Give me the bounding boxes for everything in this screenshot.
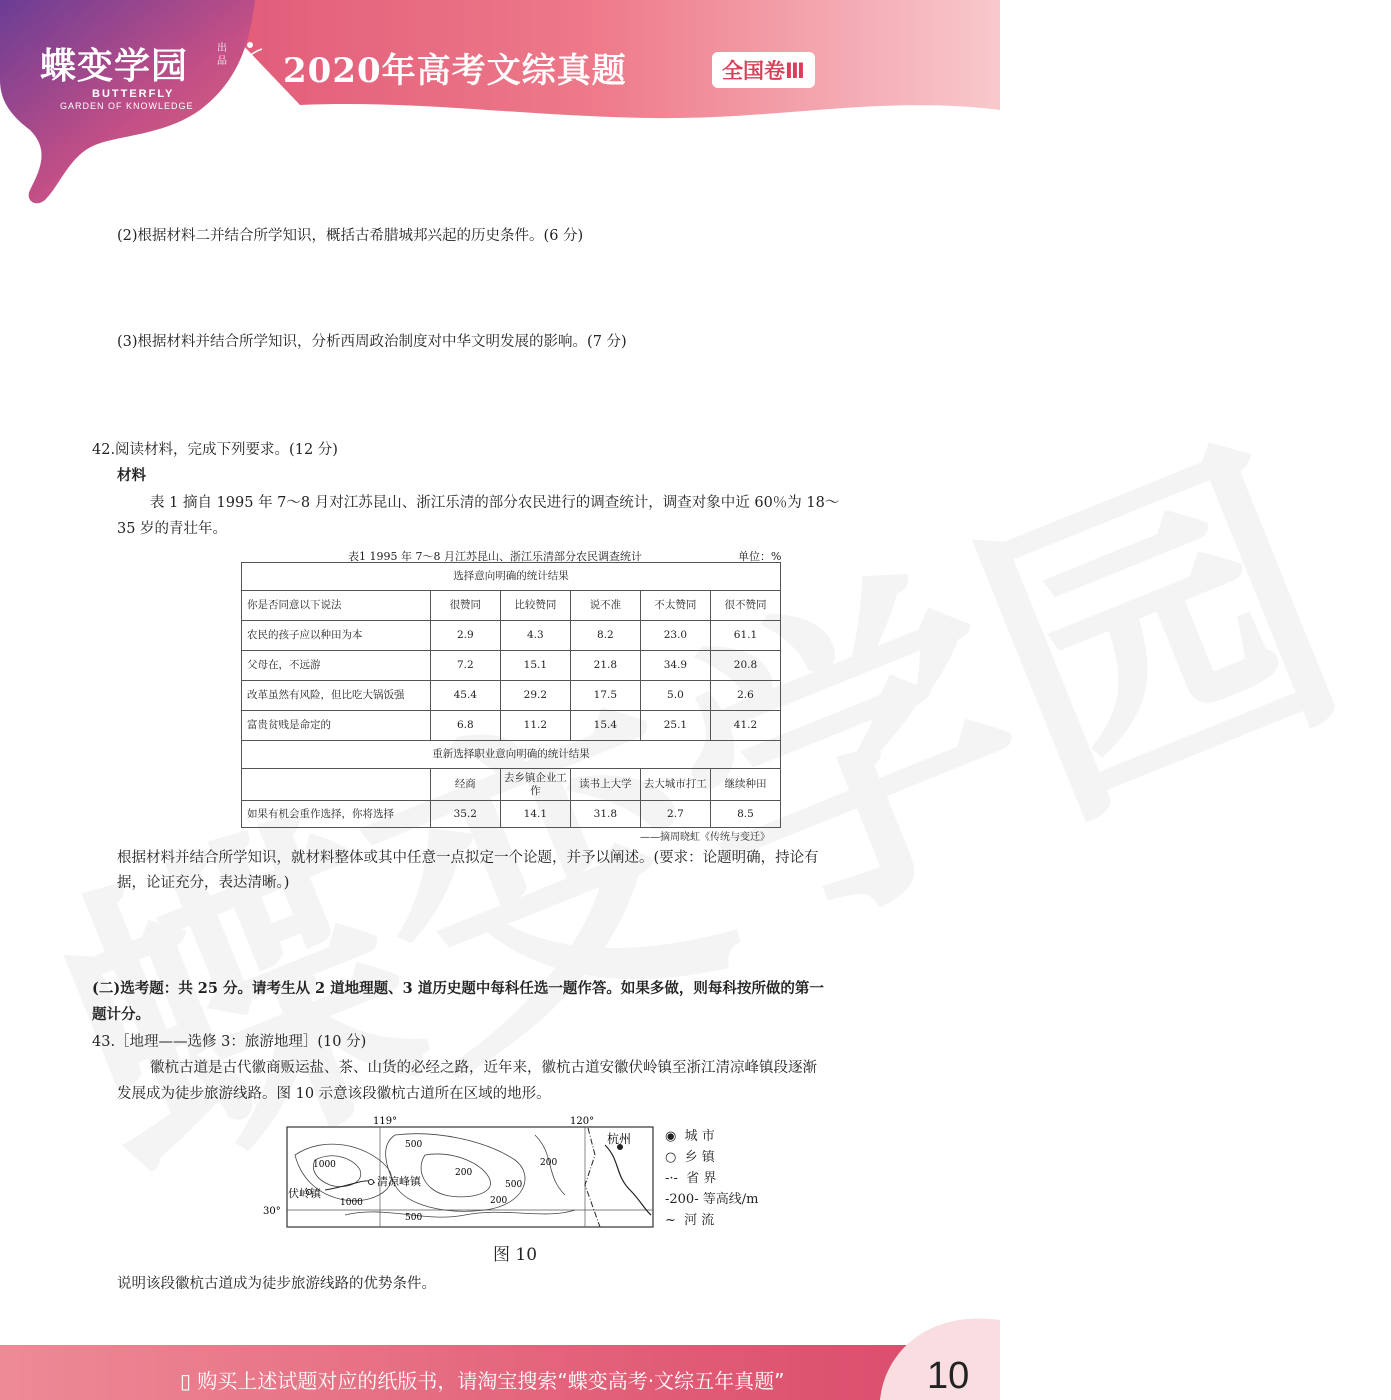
q43-paragraph-line1: 徽杭古道是古代徽商贩运盐、茶、山货的必经之路，近年来，徽杭古道安徽伏岭镇至浙江清凉峰镇段逐渐 xyxy=(150,1060,817,1076)
q43-paragraph-line2: 发展成为徒步旅游线路。图 10 示意该段徽杭古道所在区域的地形。 xyxy=(117,1086,551,1102)
table-section2-header: 重新选择职业意向明确的统计结果 xyxy=(242,741,781,769)
contour-symbol-icon: -200- xyxy=(665,1192,699,1207)
table-cell: 25.1 xyxy=(640,711,710,741)
row-label: 富贵贫贱是命定的 xyxy=(242,711,431,741)
table-cell: 2.6 xyxy=(710,681,780,711)
table-cell: 61.1 xyxy=(710,621,780,651)
table-cell: 35.2 xyxy=(430,801,500,828)
table-empty-cell xyxy=(242,769,431,801)
table-row xyxy=(242,681,781,711)
table-cell: 15.4 xyxy=(570,711,640,741)
table-unit: 单位：% xyxy=(738,550,782,563)
logo-sub: 出品 xyxy=(217,43,227,67)
logo-en-line2: GARDEN OF KNOWLEDGE xyxy=(60,101,194,111)
contour-label: 200 xyxy=(490,1196,508,1206)
table-cell: 4.3 xyxy=(500,621,570,651)
table-header-cell: 读书上大学 xyxy=(570,769,640,801)
table-cell: 6.8 xyxy=(430,711,500,741)
figure-caption: 图 10 xyxy=(493,1245,538,1265)
row-label: 如果有机会重作选择，你将选择 xyxy=(242,801,431,828)
table-cell: 23.0 xyxy=(640,621,710,651)
table-row xyxy=(242,711,781,741)
row-label: 父母在，不远游 xyxy=(242,651,431,681)
logo-text: 蝶变学园 xyxy=(40,46,189,87)
q42-ask-line2: 据，论证充分，表达清晰。) xyxy=(117,875,290,891)
page-number: 10 xyxy=(927,1355,970,1397)
q42-paragraph-line2: 35 岁的青壮年。 xyxy=(117,521,228,537)
legend-label: 等高线/m xyxy=(702,1192,759,1207)
material-label: 材料 xyxy=(117,467,146,484)
question-41-2: (2)根据材料二并结合所学知识，概括古希腊城邦兴起的历史条件。(6 分) xyxy=(117,228,584,244)
row-label: 改革虽然有风险，但比吃大锅饭强 xyxy=(242,681,431,711)
header-banner xyxy=(0,0,1000,215)
table-cell: 2.7 xyxy=(640,801,710,828)
logo-en-line1: BUTTERFLY xyxy=(92,88,175,100)
legend-item xyxy=(665,1147,758,1168)
table-cell: 29.2 xyxy=(500,681,570,711)
table-cell: 34.9 xyxy=(640,651,710,681)
table-header-cell: 比较赞同 xyxy=(500,591,570,621)
question-43-title: 43.［地理——选修 3：旅游地理］(10 分) xyxy=(92,1034,367,1050)
place-label: 伏岭镇 xyxy=(288,1187,321,1200)
river-symbol-icon: ~ xyxy=(665,1213,676,1228)
table-header-cell: 去乡镇企业工作 xyxy=(500,769,570,801)
legend-item xyxy=(665,1189,758,1210)
table-cell: 45.4 xyxy=(430,681,500,711)
table-cell: 15.1 xyxy=(500,651,570,681)
contour-label: 500 xyxy=(505,1180,523,1190)
lon-label: 119° xyxy=(373,1116,398,1127)
town-symbol-icon: ○ xyxy=(665,1150,677,1165)
table-title: 表1 1995 年 7～8 月江苏昆山、浙江乐清部分农民调查统计 xyxy=(348,550,642,563)
terrain-map xyxy=(263,1115,655,1230)
legend-item xyxy=(665,1126,758,1147)
page-title: 2020年高考文综真题 xyxy=(283,51,627,91)
table-cell: 17.5 xyxy=(570,681,640,711)
table-cell: 14.1 xyxy=(500,801,570,828)
row-label: 农民的孩子应以种田为本 xyxy=(242,621,431,651)
table-row xyxy=(242,651,781,681)
legend-label: 城 市 xyxy=(684,1129,715,1144)
lon-label: 120° xyxy=(570,1116,595,1127)
table-row xyxy=(242,801,781,828)
table-header-cell: 经商 xyxy=(430,769,500,801)
table-source: ——摘周晓虹《传统与变迁》 xyxy=(640,832,770,843)
table-cell: 41.2 xyxy=(710,711,780,741)
table-cell: 5.0 xyxy=(640,681,710,711)
section2-line2: 题计分。 xyxy=(92,1006,150,1023)
q42-paragraph-line1: 表 1 摘自 1995 年 7～8 月对江苏昆山、浙江乐清的部分农民进行的调查统计，调查对象中近 60％为 18～ xyxy=(150,495,840,511)
legend-label: 省 界 xyxy=(686,1171,717,1186)
footer-promo xyxy=(180,1365,784,1394)
place-label: 杭州 xyxy=(607,1132,632,1146)
contour-label: 200 xyxy=(455,1168,473,1178)
q43-ask: 说明该段徽杭古道成为徒步旅游线路的优势条件。 xyxy=(117,1276,436,1292)
table-cell: 20.8 xyxy=(710,651,780,681)
legend-label: 乡 镇 xyxy=(684,1150,715,1165)
legend-item xyxy=(665,1168,758,1189)
table-cell: 11.2 xyxy=(500,711,570,741)
section2-line1: (二)选考题：共 25 分。请考生从 2 道地理题、3 道历史题中每科任选一题作答。如果多做，则每科按所做的第一 xyxy=(92,980,824,997)
lat-label: 30° xyxy=(263,1206,281,1217)
exam-badge: 全国卷Ⅲ xyxy=(712,52,815,88)
table-header-cell: 说不准 xyxy=(570,591,640,621)
q42-ask-line1: 根据材料并结合所学知识，就材料整体或其中任意一点拟定一个论题，并予以阐述。(要求：论题明确，持论有 xyxy=(117,850,819,866)
contour-label: 200 xyxy=(540,1158,558,1168)
question-42-title: 42.阅读材料，完成下列要求。(12 分) xyxy=(92,442,338,458)
table-cell: 8.5 xyxy=(710,801,780,828)
table-header-cell: 继续种田 xyxy=(710,769,780,801)
city-symbol-icon: ◉ xyxy=(665,1129,677,1144)
question-41-3: (3)根据材料并结合所学知识，分析西周政治制度对中华文明发展的影响。(7 分) xyxy=(117,334,627,350)
border-symbol-icon: -·- xyxy=(665,1171,678,1186)
table-header-cell: 去大城市打工 xyxy=(640,769,710,801)
contour-label: 1000 xyxy=(340,1198,363,1208)
legend-item xyxy=(665,1210,758,1231)
contour-label: 500 xyxy=(405,1140,423,1150)
table-cell: 21.8 xyxy=(570,651,640,681)
table-cell: 31.8 xyxy=(570,801,640,828)
table-section1-header: 选择意向明确的统计结果 xyxy=(242,563,781,591)
table-header-cell: 你是否同意以下说法 xyxy=(242,591,431,621)
footer-text: 购买上述试题对应的纸版书，请淘宝搜索“蝶变高考·文综五年真题” xyxy=(197,1369,785,1393)
table-cell: 8.2 xyxy=(570,621,640,651)
legend-label: 河 流 xyxy=(684,1213,715,1228)
contour-label: 500 xyxy=(405,1213,423,1223)
map-legend xyxy=(665,1126,758,1231)
table-row xyxy=(242,621,781,651)
table-cell: 2.9 xyxy=(430,621,500,651)
survey-table xyxy=(241,562,781,828)
table-header-cell: 很不赞同 xyxy=(710,591,780,621)
table-header-cell: 很赞同 xyxy=(430,591,500,621)
book-icon: ▯ xyxy=(180,1369,192,1393)
contour-label: 1000 xyxy=(313,1160,336,1170)
table-header-cell: 不太赞同 xyxy=(640,591,710,621)
table-cell: 7.2 xyxy=(430,651,500,681)
place-label: 清凉峰镇 xyxy=(377,1175,421,1188)
town-marker xyxy=(369,1180,374,1185)
